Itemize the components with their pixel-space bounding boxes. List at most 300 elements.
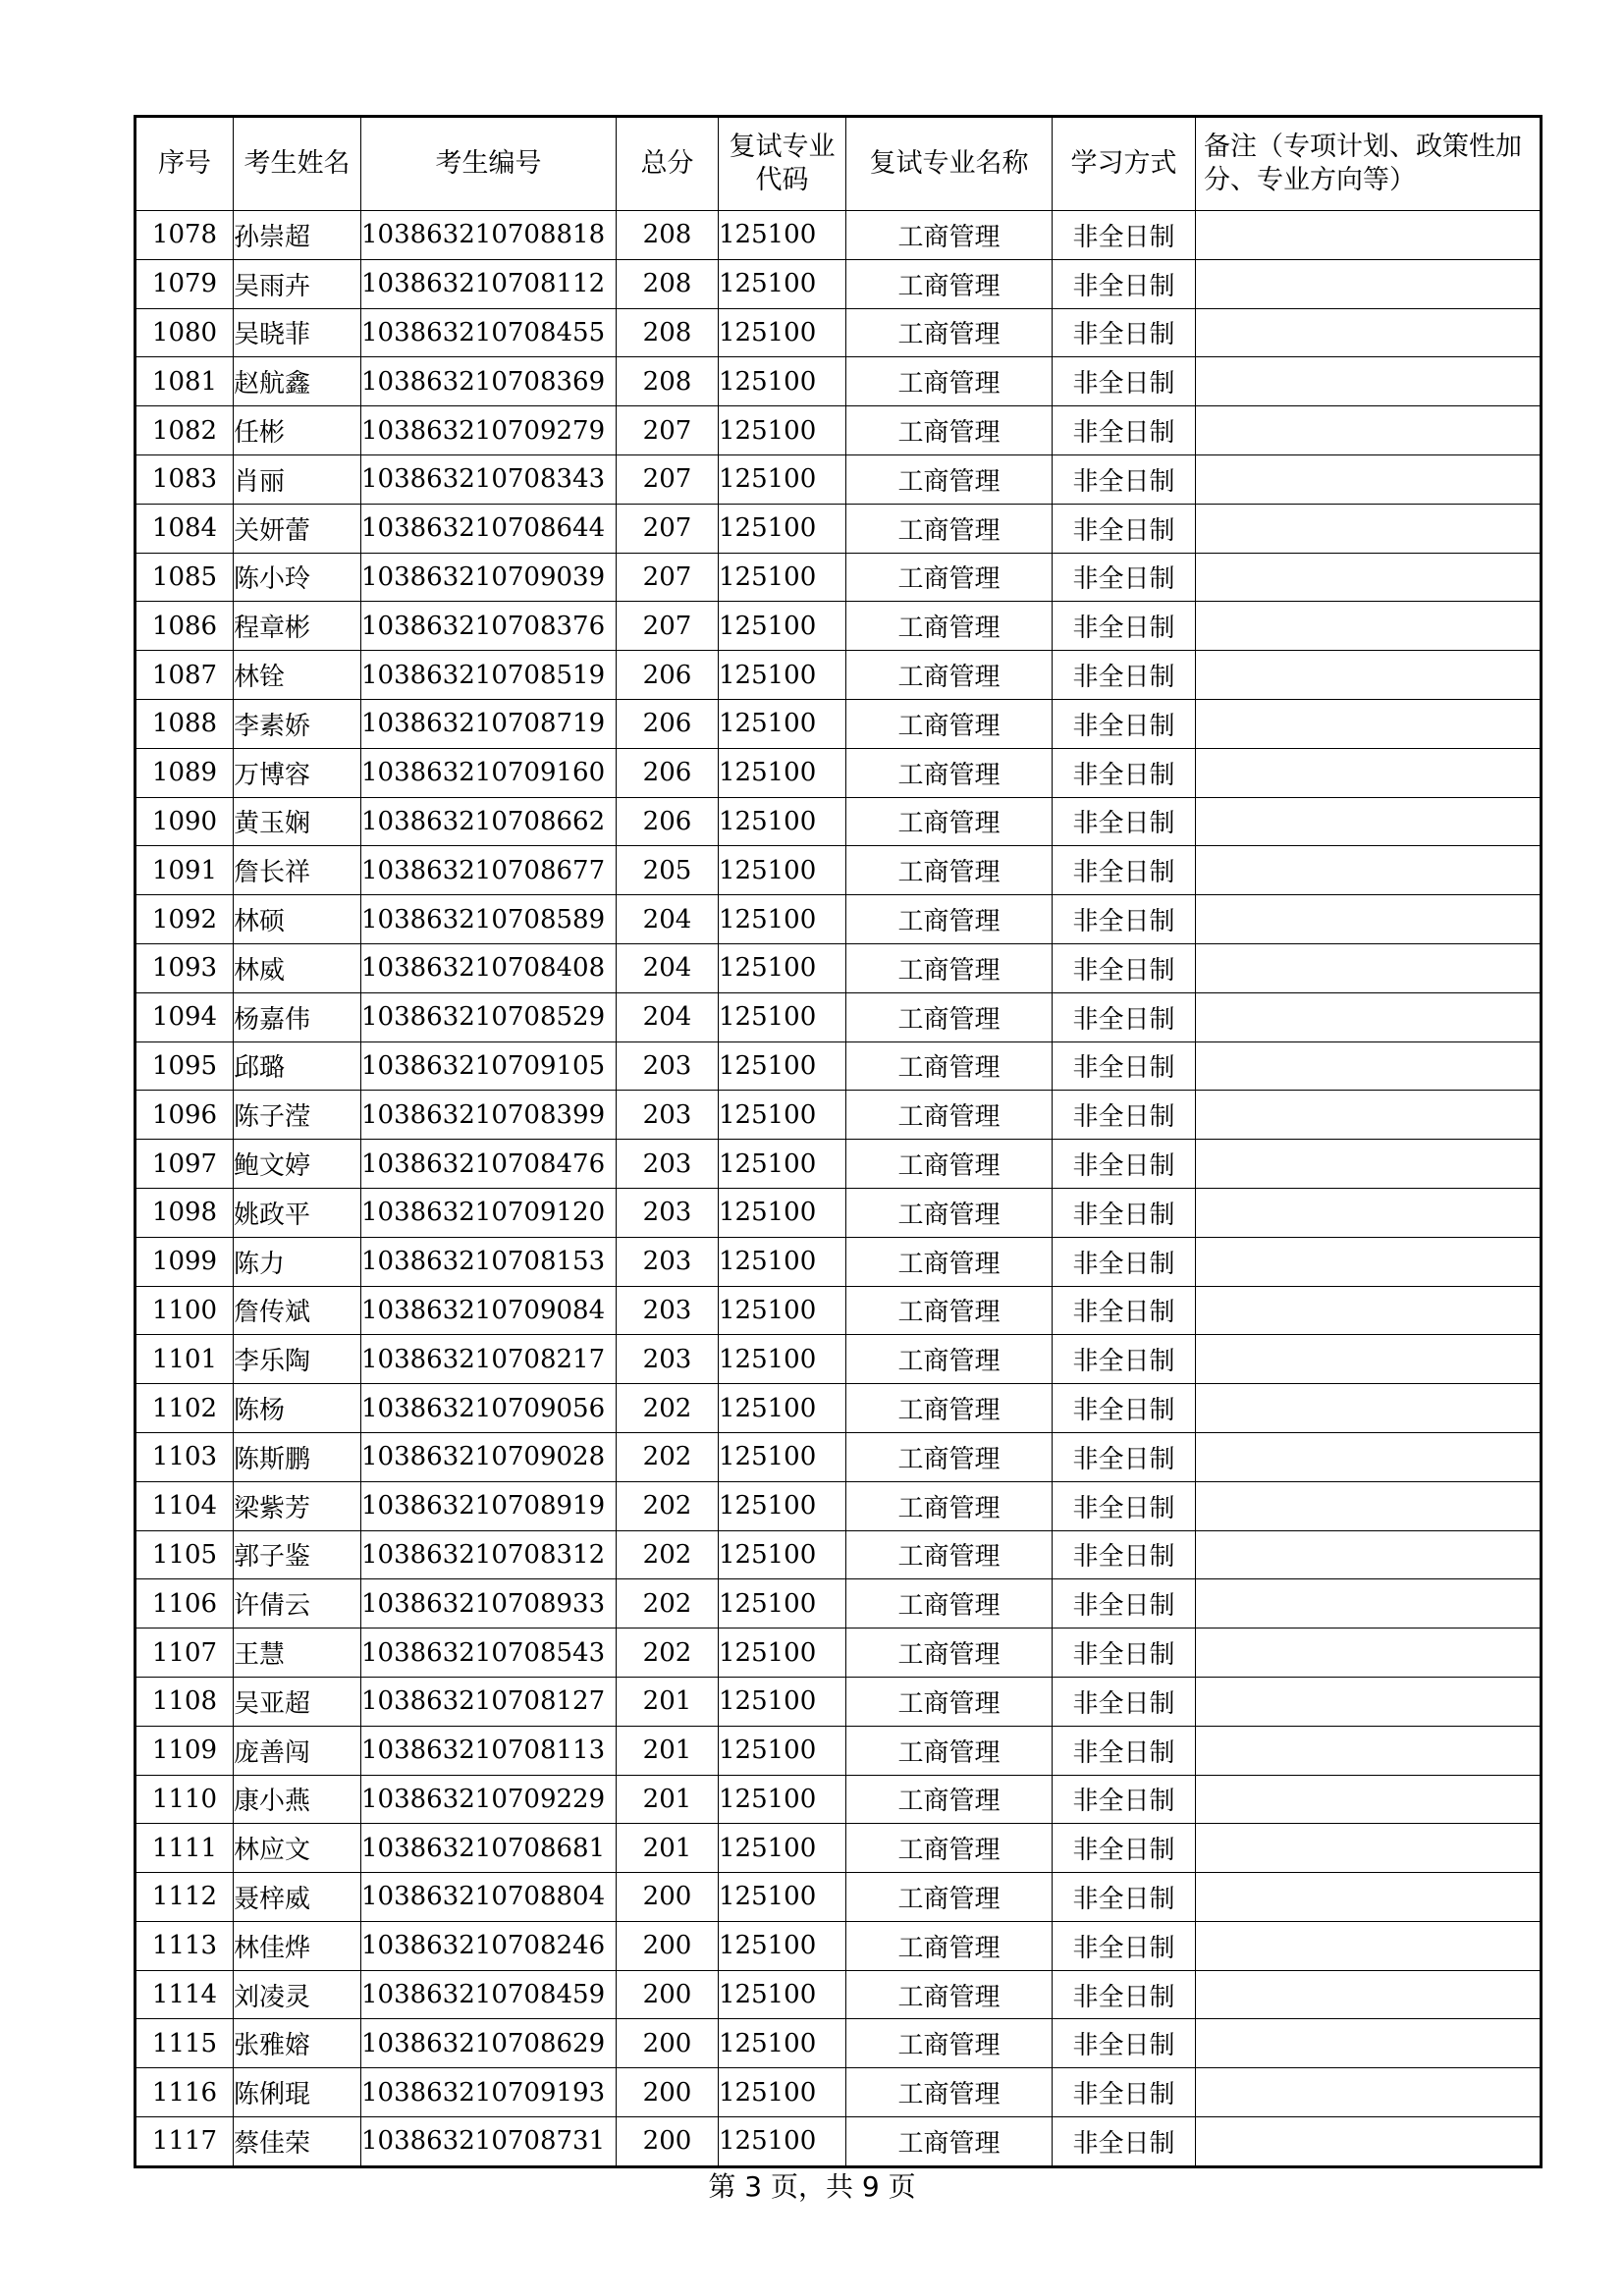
cell-major: 工商管理 [846,1041,1053,1091]
cell-method: 非全日制 [1053,308,1196,357]
cell-major: 工商管理 [846,1726,1053,1775]
table-row [135,357,1542,406]
header-row [135,117,1542,211]
cell-code: 125100 [719,1530,846,1579]
cell-code: 125100 [719,1726,846,1775]
cell-id: 103863210708459 [361,1970,617,2019]
table-row [135,406,1542,455]
cell-method: 非全日制 [1053,1041,1196,1091]
cell-name: 吴亚超 [234,1677,361,1726]
cell-major: 工商管理 [846,1237,1053,1286]
cell-method: 非全日制 [1053,357,1196,406]
cell-name: 陈杨 [234,1384,361,1433]
cell-name: 李素娇 [234,699,361,748]
cell-remark [1196,748,1542,797]
cell-id: 103863210708312 [361,1530,617,1579]
cell-score: 205 [617,846,719,895]
cell-score: 202 [617,1530,719,1579]
cell-name: 姚政平 [234,1188,361,1237]
table-row [135,1286,1542,1335]
cell-code: 125100 [719,553,846,602]
cell-code: 125100 [719,1873,846,1922]
cell-method: 非全日制 [1053,406,1196,455]
cell-name: 林佳烨 [234,1921,361,1970]
table-row [135,1726,1542,1775]
cell-remark [1196,1873,1542,1922]
cell-name: 林威 [234,943,361,992]
cell-method: 非全日制 [1053,1188,1196,1237]
cell-id: 103863210708376 [361,602,617,651]
table-row [135,651,1542,700]
table-row [135,699,1542,748]
cell-method: 非全日制 [1053,2068,1196,2117]
cell-remark [1196,211,1542,260]
cell-method: 非全日制 [1053,602,1196,651]
cell-id: 103863210709084 [361,1286,617,1335]
cell-code: 125100 [719,797,846,846]
cell-method: 非全日制 [1053,748,1196,797]
cell-name: 聂梓威 [234,1873,361,1922]
candidate-table [134,115,1543,2168]
header-name: 考生姓名 [234,117,361,211]
cell-name: 林应文 [234,1824,361,1873]
cell-score: 206 [617,651,719,700]
table-row [135,1579,1542,1629]
cell-remark [1196,1432,1542,1481]
cell-id: 103863210709229 [361,1775,617,1824]
cell-method: 非全日制 [1053,2019,1196,2068]
cell-major: 工商管理 [846,1432,1053,1481]
cell-code: 125100 [719,406,846,455]
cell-id: 103863210708677 [361,846,617,895]
cell-score: 206 [617,797,719,846]
cell-code: 125100 [719,1041,846,1091]
table-row [135,259,1542,308]
table-body [135,211,1542,2167]
cell-method: 非全日制 [1053,943,1196,992]
cell-remark [1196,1041,1542,1091]
table-row [135,1091,1542,1140]
cell-remark [1196,943,1542,992]
cell-remark [1196,699,1542,748]
table-row [135,943,1542,992]
cell-name: 詹长祥 [234,846,361,895]
cell-name: 任彬 [234,406,361,455]
cell-id: 103863210709056 [361,1384,617,1433]
cell-method: 非全日制 [1053,1873,1196,1922]
cell-remark [1196,1677,1542,1726]
cell-code: 125100 [719,1140,846,1189]
cell-seq: 1087 [135,651,234,700]
cell-seq: 1105 [135,1530,234,1579]
cell-seq: 1108 [135,1677,234,1726]
cell-code: 125100 [719,602,846,651]
cell-method: 非全日制 [1053,1824,1196,1873]
cell-remark [1196,1824,1542,1873]
cell-score: 207 [617,454,719,504]
cell-score: 200 [617,1921,719,1970]
cell-major: 工商管理 [846,553,1053,602]
cell-score: 201 [617,1726,719,1775]
cell-seq: 1089 [135,748,234,797]
cell-score: 207 [617,504,719,553]
cell-remark [1196,1775,1542,1824]
cell-major: 工商管理 [846,504,1053,553]
cell-id: 103863210708399 [361,1091,617,1140]
cell-remark [1196,1921,1542,1970]
cell-major: 工商管理 [846,406,1053,455]
cell-major: 工商管理 [846,748,1053,797]
cell-score: 200 [617,2117,719,2167]
header-id: 考生编号 [361,117,617,211]
cell-id: 103863210708644 [361,504,617,553]
cell-seq: 1109 [135,1726,234,1775]
cell-major: 工商管理 [846,1775,1053,1824]
cell-remark [1196,602,1542,651]
cell-score: 202 [617,1629,719,1678]
cell-seq: 1110 [135,1775,234,1824]
cell-id: 103863210709039 [361,553,617,602]
cell-code: 125100 [719,1188,846,1237]
cell-score: 201 [617,1824,719,1873]
cell-method: 非全日制 [1053,1384,1196,1433]
cell-score: 202 [617,1579,719,1629]
cell-method: 非全日制 [1053,1629,1196,1678]
cell-name: 关妍蕾 [234,504,361,553]
cell-id: 103863210709160 [361,748,617,797]
cell-remark [1196,504,1542,553]
table-row [135,1921,1542,1970]
cell-code: 125100 [719,895,846,944]
cell-name: 许倩云 [234,1579,361,1629]
cell-name: 林铨 [234,651,361,700]
cell-score: 204 [617,895,719,944]
cell-id: 103863210708589 [361,895,617,944]
cell-score: 206 [617,748,719,797]
cell-method: 非全日制 [1053,1432,1196,1481]
cell-score: 203 [617,1335,719,1384]
cell-code: 125100 [719,992,846,1041]
cell-remark [1196,895,1542,944]
cell-seq: 1111 [135,1824,234,1873]
cell-major: 工商管理 [846,1286,1053,1335]
cell-major: 工商管理 [846,846,1053,895]
cell-name: 陈俐琨 [234,2068,361,2117]
cell-remark [1196,1530,1542,1579]
cell-code: 125100 [719,357,846,406]
cell-id: 103863210708408 [361,943,617,992]
cell-major: 工商管理 [846,1140,1053,1189]
cell-seq: 1092 [135,895,234,944]
cell-name: 赵航鑫 [234,357,361,406]
cell-score: 204 [617,992,719,1041]
cell-id: 103863210708246 [361,1921,617,1970]
cell-seq: 1093 [135,943,234,992]
header-code: 复试专业代码 [719,117,846,211]
cell-code: 125100 [719,504,846,553]
cell-remark [1196,992,1542,1041]
cell-name: 郭子鉴 [234,1530,361,1579]
cell-score: 203 [617,1091,719,1140]
cell-remark [1196,1481,1542,1530]
cell-major: 工商管理 [846,1629,1053,1678]
cell-method: 非全日制 [1053,895,1196,944]
cell-method: 非全日制 [1053,454,1196,504]
cell-code: 125100 [719,1921,846,1970]
cell-major: 工商管理 [846,211,1053,260]
cell-id: 103863210709193 [361,2068,617,2117]
cell-seq: 1097 [135,1140,234,1189]
cell-code: 125100 [719,1775,846,1824]
cell-name: 鲍文婷 [234,1140,361,1189]
cell-score: 202 [617,1432,719,1481]
cell-score: 208 [617,357,719,406]
cell-name: 孙崇超 [234,211,361,260]
cell-id: 103863210708153 [361,1237,617,1286]
cell-id: 103863210708519 [361,651,617,700]
cell-major: 工商管理 [846,259,1053,308]
cell-seq: 1096 [135,1091,234,1140]
table-row [135,1237,1542,1286]
cell-name: 詹传斌 [234,1286,361,1335]
cell-score: 200 [617,2019,719,2068]
table-row [135,992,1542,1041]
cell-major: 工商管理 [846,308,1053,357]
cell-name: 陈小玲 [234,553,361,602]
cell-name: 张雅嫆 [234,2019,361,2068]
cell-code: 125100 [719,2068,846,2117]
cell-method: 非全日制 [1053,1140,1196,1189]
cell-seq: 1099 [135,1237,234,1286]
cell-id: 103863210708343 [361,454,617,504]
cell-major: 工商管理 [846,1530,1053,1579]
cell-remark [1196,797,1542,846]
cell-id: 103863210708804 [361,1873,617,1922]
cell-remark [1196,1335,1542,1384]
table-row [135,895,1542,944]
cell-seq: 1091 [135,846,234,895]
cell-method: 非全日制 [1053,553,1196,602]
cell-name: 吴雨卉 [234,259,361,308]
cell-remark [1196,1579,1542,1629]
cell-score: 203 [617,1237,719,1286]
cell-seq: 1101 [135,1335,234,1384]
cell-major: 工商管理 [846,1677,1053,1726]
table-row [135,1824,1542,1873]
cell-remark [1196,1237,1542,1286]
cell-code: 125100 [719,699,846,748]
cell-method: 非全日制 [1053,1530,1196,1579]
cell-major: 工商管理 [846,2019,1053,2068]
cell-seq: 1112 [135,1873,234,1922]
cell-seq: 1085 [135,553,234,602]
cell-method: 非全日制 [1053,699,1196,748]
cell-seq: 1094 [135,992,234,1041]
cell-name: 肖丽 [234,454,361,504]
cell-seq: 1107 [135,1629,234,1678]
cell-remark [1196,1629,1542,1678]
cell-major: 工商管理 [846,943,1053,992]
cell-code: 125100 [719,651,846,700]
table-row [135,553,1542,602]
cell-remark [1196,2019,1542,2068]
cell-method: 非全日制 [1053,259,1196,308]
cell-method: 非全日制 [1053,211,1196,260]
cell-name: 陈力 [234,1237,361,1286]
cell-score: 203 [617,1041,719,1091]
cell-code: 125100 [719,846,846,895]
cell-remark [1196,1091,1542,1140]
cell-name: 吴晓菲 [234,308,361,357]
cell-seq: 1115 [135,2019,234,2068]
cell-code: 125100 [719,1970,846,2019]
cell-method: 非全日制 [1053,1921,1196,1970]
cell-code: 125100 [719,454,846,504]
cell-remark [1196,1286,1542,1335]
cell-name: 康小燕 [234,1775,361,1824]
table-row [135,602,1542,651]
cell-seq: 1095 [135,1041,234,1091]
cell-seq: 1114 [135,1970,234,2019]
cell-code: 125100 [719,1091,846,1140]
cell-name: 庞善闯 [234,1726,361,1775]
cell-code: 125100 [719,1677,846,1726]
cell-method: 非全日制 [1053,2117,1196,2167]
cell-method: 非全日制 [1053,992,1196,1041]
cell-method: 非全日制 [1053,504,1196,553]
cell-remark [1196,1188,1542,1237]
cell-code: 125100 [719,1286,846,1335]
cell-score: 203 [617,1286,719,1335]
cell-method: 非全日制 [1053,651,1196,700]
cell-seq: 1080 [135,308,234,357]
cell-code: 125100 [719,1384,846,1433]
cell-seq: 1084 [135,504,234,553]
table-header [135,117,1542,211]
cell-remark [1196,1384,1542,1433]
cell-seq: 1082 [135,406,234,455]
cell-seq: 1079 [135,259,234,308]
cell-method: 非全日制 [1053,1726,1196,1775]
cell-id: 103863210708719 [361,699,617,748]
cell-code: 125100 [719,1629,846,1678]
cell-seq: 1086 [135,602,234,651]
cell-code: 125100 [719,2117,846,2167]
cell-id: 103863210708127 [361,1677,617,1726]
cell-score: 200 [617,1970,719,2019]
cell-remark [1196,2117,1542,2167]
cell-method: 非全日制 [1053,1970,1196,2019]
cell-method: 非全日制 [1053,1091,1196,1140]
cell-major: 工商管理 [846,992,1053,1041]
cell-id: 103863210708529 [361,992,617,1041]
cell-score: 201 [617,1775,719,1824]
cell-name: 刘凌灵 [234,1970,361,2019]
cell-name: 蔡佳荣 [234,2117,361,2167]
cell-id: 103863210708919 [361,1481,617,1530]
cell-method: 非全日制 [1053,1286,1196,1335]
cell-remark [1196,553,1542,602]
cell-method: 非全日制 [1053,846,1196,895]
cell-name: 王慧 [234,1629,361,1678]
header-score: 总分 [617,117,719,211]
cell-remark [1196,308,1542,357]
cell-id: 103863210708369 [361,357,617,406]
table-row [135,454,1542,504]
table-row [135,504,1542,553]
cell-major: 工商管理 [846,1921,1053,1970]
cell-id: 103863210708629 [361,2019,617,2068]
cell-seq: 1083 [135,454,234,504]
cell-name: 万博容 [234,748,361,797]
cell-score: 208 [617,211,719,260]
cell-seq: 1088 [135,699,234,748]
cell-code: 125100 [719,308,846,357]
cell-score: 206 [617,699,719,748]
cell-remark [1196,1726,1542,1775]
cell-major: 工商管理 [846,1970,1053,2019]
cell-score: 207 [617,406,719,455]
cell-name: 陈斯鹏 [234,1432,361,1481]
cell-seq: 1117 [135,2117,234,2167]
cell-name: 陈子滢 [234,1091,361,1140]
table-row [135,1481,1542,1530]
cell-seq: 1098 [135,1188,234,1237]
cell-name: 林硕 [234,895,361,944]
cell-score: 208 [617,308,719,357]
cell-major: 工商管理 [846,651,1053,700]
cell-score: 202 [617,1384,719,1433]
header-remark: 备注（专项计划、政策性加分、专业方向等） [1196,117,1542,211]
cell-id: 103863210708933 [361,1579,617,1629]
cell-code: 125100 [719,211,846,260]
cell-major: 工商管理 [846,699,1053,748]
table-row [135,748,1542,797]
cell-id: 103863210708476 [361,1140,617,1189]
cell-name: 李乐陶 [234,1335,361,1384]
cell-major: 工商管理 [846,1824,1053,1873]
cell-id: 103863210709028 [361,1432,617,1481]
cell-major: 工商管理 [846,1188,1053,1237]
cell-id: 103863210708113 [361,1726,617,1775]
cell-major: 工商管理 [846,797,1053,846]
cell-method: 非全日制 [1053,1481,1196,1530]
table-row [135,1432,1542,1481]
table-row [135,1041,1542,1091]
cell-seq: 1106 [135,1579,234,1629]
cell-seq: 1078 [135,211,234,260]
header-method: 学习方式 [1053,117,1196,211]
table-row [135,1629,1542,1678]
table-row [135,1530,1542,1579]
cell-remark [1196,357,1542,406]
table-row [135,1775,1542,1824]
table-row [135,1335,1542,1384]
cell-major: 工商管理 [846,1579,1053,1629]
table-row [135,1188,1542,1237]
cell-major: 工商管理 [846,2117,1053,2167]
cell-code: 125100 [719,2019,846,2068]
cell-seq: 1104 [135,1481,234,1530]
table-row [135,2019,1542,2068]
cell-name: 杨嘉伟 [234,992,361,1041]
cell-major: 工商管理 [846,1481,1053,1530]
cell-method: 非全日制 [1053,1677,1196,1726]
cell-code: 125100 [719,1335,846,1384]
cell-method: 非全日制 [1053,1237,1196,1286]
cell-seq: 1103 [135,1432,234,1481]
cell-major: 工商管理 [846,454,1053,504]
